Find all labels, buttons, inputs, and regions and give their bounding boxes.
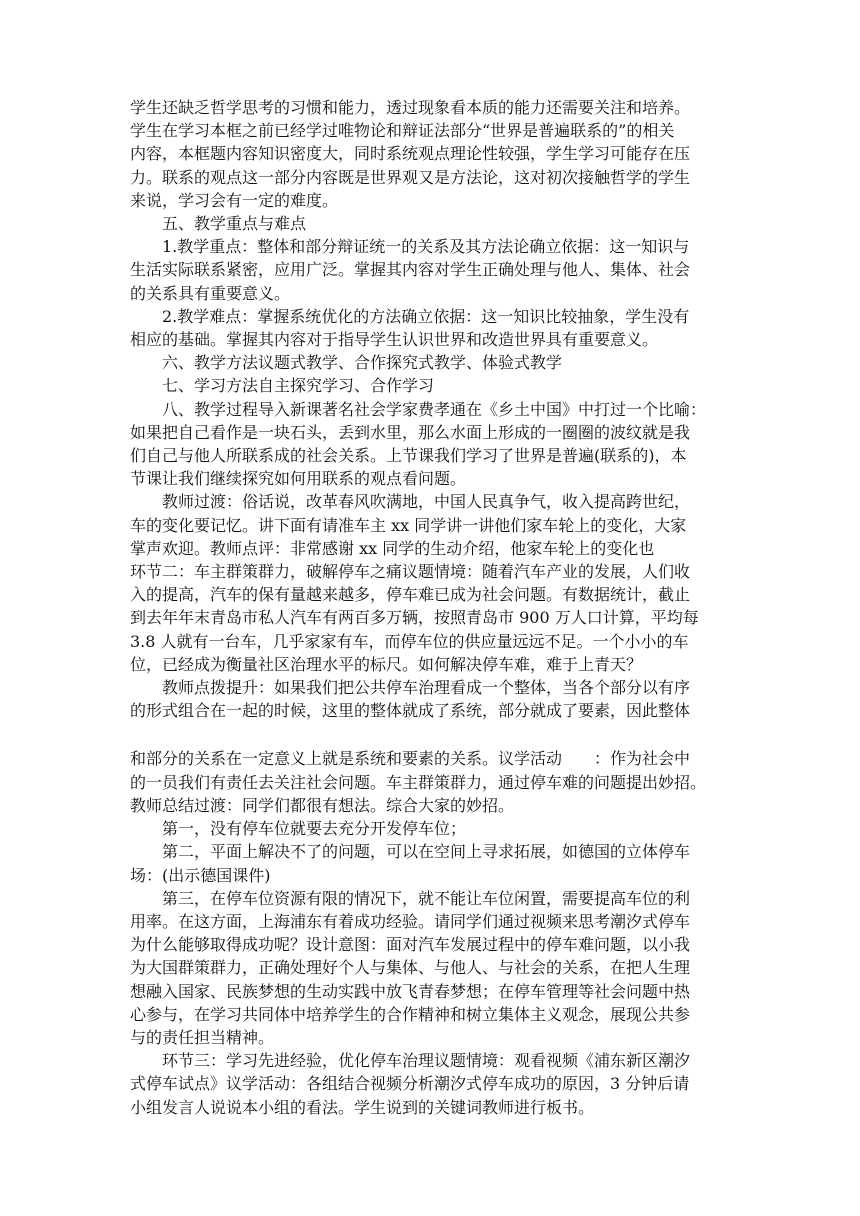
text-line: 2.教学难点：掌握系统优化的方法确立依据：这一知识比较抽象，学生没有: [162, 306, 690, 326]
text-line: 想融入国家、民族梦想的生动实践中放飞青春梦想；在停车管理等社会问题中热: [130, 981, 691, 1001]
text-line: 教师总结过渡：同学们都很有想法。综合大家的妙招。: [130, 795, 515, 815]
text-line: 场：(出示德国课件): [130, 865, 271, 885]
text-line: 掌声欢迎。教师点评：非常感谢 xx 同学的生动介绍，他家车轮上的变化也: [130, 538, 655, 558]
text-line: 如果把自己看作是一块石头，丢到水里，那么水面上形成的一圈圈的波纹就是我: [130, 422, 691, 442]
text-line: 环节二：车主群策群力，破解停车之痛议题情境：随着汽车产业的发展，人们收: [130, 562, 691, 582]
text-line: 第三，在停车位资源有限的情况下，就不能让车位闲置，需要提高车位的利: [162, 888, 691, 908]
text-line: 生活实际联系紧密，应用广泛。掌握其内容对学生正确处理与他人、集体、社会: [130, 260, 691, 280]
text-line: 内容，本框题内容知识密度大，同时系统观点理论性较强，学生学习可能存在压: [130, 144, 691, 164]
text-line: 的形式组合在一起的时候，这里的整体就成了系统，部分就成了要素，因此整体: [130, 701, 691, 721]
text-line: 的关系具有重要意义。: [130, 283, 291, 303]
text-line: 五、教学重点与难点: [162, 214, 307, 234]
text-line: 的一员我们有责任去关注社会问题。车主群策群力，通过停车难的问题提出妙招。: [130, 772, 707, 792]
text-line: 到去年年末青岛市私人汽车有两百多万辆，按照青岛市 900 万人口计算，平均每: [130, 608, 699, 628]
text-line: 为大国群策群力，正确处理好个人与集体、与他人、与社会的关系，在把人生理: [130, 958, 691, 978]
paragraph-gap: [130, 722, 740, 747]
text-line: 第一，没有停车位就要去充分开发停车位；: [162, 819, 467, 839]
text-line: 六、教学方法议题式教学、合作探究式教学、体验式教学: [162, 353, 563, 373]
text-line: 七、学习方法自主探究学习、合作学习: [162, 376, 435, 396]
text-line: 来说，学习会有一定的难度。: [130, 190, 339, 210]
text-line: 位，已经成为衡量社区治理水平的标尺。如何解决停车难，难于上青天？: [130, 654, 643, 674]
text-line: 为什么能够取得成功呢？设计意图：面对汽车发展过程中的停车难问题，以小我: [130, 935, 691, 955]
text-line: 入的提高，汽车的保有量越来越多，停车难已成为社会问题。有数据统计，截止: [130, 585, 691, 605]
text-line: 学生在学习本框之前已经学过唯物论和辩证法部分“世界是普遍联系的”的相关: [130, 121, 675, 141]
text-line: 教师过渡：俗话说，改革春风吹满地，中国人民真争气，收入提高跨世纪，: [162, 492, 691, 512]
text-line: 们自己与他人所联系成的社会关系。上节课我们学习了世界是普遍(联系的)，本: [130, 446, 687, 466]
text-line: 3.8 人就有一台车，几乎家家有车，而停车位的供应量远远不足。一个小小的车: [130, 631, 689, 651]
text-line: 心参与，在学习共同体中培养学生的合作精神和树立集体主义观念，展现公共参: [130, 1004, 691, 1024]
text-line: 和部分的关系在一定意义上就是系统和要素的关系。议学活动 ：作为社会中: [130, 749, 691, 769]
text-line: 节课让我们继续探究如何用联系的观点看问题。: [130, 469, 467, 489]
text-line: 相应的基础。掌握其内容对于指导学生认识世界和改造世界具有重要意义。: [130, 330, 659, 350]
text-line: 环节三：学习先进经验，优化停车治理议题情境：观看视频《浦东新区潮汐: [162, 1051, 691, 1071]
text-line: 学生还缺乏哲学思考的习惯和能力，透过现象看本质的能力还需要关注和培养。: [130, 98, 691, 117]
text-line: 1.教学重点：整体和部分辩证统一的关系及其方法论确立依据：这一知识与: [162, 237, 690, 257]
text-line: 八、教学过程导入新课著名社会学家费孝通在《乡土中国》中打过一个比喻：: [162, 399, 707, 419]
text-line: 式停车试点》议学活动：各组结合视频分析潮汐式停车成功的原因，3 分钟后请: [130, 1074, 690, 1094]
text-line: 力。联系的观点这一部分内容既是世界观又是方法论，这对初次接触哲学的学生: [130, 167, 691, 187]
text-line: 小组发言人说说本小组的看法。学生说到的关键词教师进行板书。: [130, 1097, 595, 1117]
text-line: 车的变化要记忆。讲下面有请准车主 xx 同学讲一讲他们家车轮上的变化，大家: [130, 515, 687, 535]
text-line: 教师点拨提升：如果我们把公共停车治理看成一个整体，当各个部分以有序: [162, 678, 691, 698]
document-body: [130, 96, 740, 1119]
text-line: 第二，平面上解决不了的问题，可以在空间上寻求拓展，如德国的立体停车: [162, 842, 691, 862]
text-line: 用率。在这方面，上海浦东有着成功经验。请同学们通过视频来思考潮汐式停车: [130, 911, 691, 931]
text-line: 与的责任担当精神。: [130, 1027, 275, 1047]
